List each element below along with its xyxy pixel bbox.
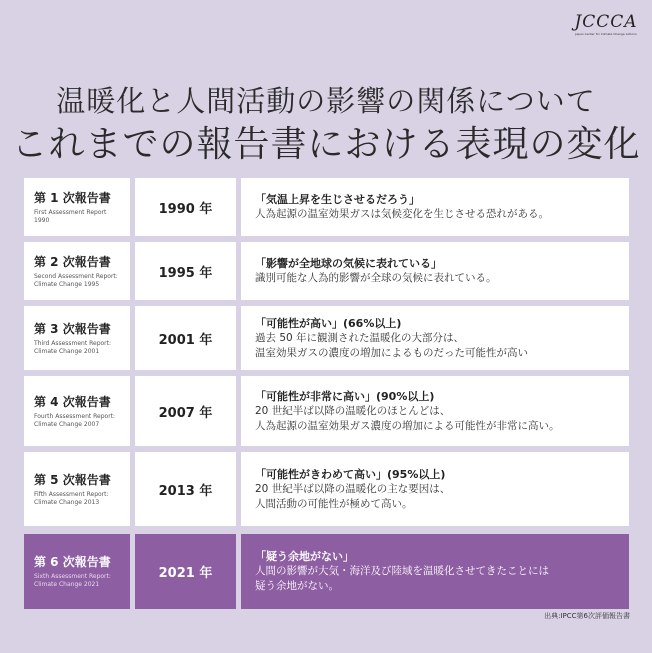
report-name: 第 4 次報告書: [34, 394, 111, 409]
year-cell: [135, 376, 236, 446]
year-cell: [135, 534, 236, 609]
report-desc-line: 20 世紀半ば以降の温暖化の主な要因は、: [255, 482, 451, 495]
title-line-1: 温暖化と人間活動の影響の関係について: [56, 84, 596, 118]
report-name: 第 2 次報告書: [34, 254, 111, 269]
report-name-en: Sixth Assessment Report: Climate Change 2021: [34, 573, 111, 588]
report-name-cell: [24, 376, 130, 446]
report-desc-line: 人間活動の可能性が極めて高い。: [255, 497, 413, 510]
report-name-en: Third Assessment Report: Climate Change 2001: [34, 339, 112, 355]
page-title: [0, 82, 652, 168]
report-row: [24, 306, 629, 370]
report-quote: 「疑う余地がない」: [255, 550, 354, 563]
description-cell: [241, 376, 629, 446]
report-name-cell: [24, 534, 130, 609]
report-row-highlight: [24, 534, 629, 609]
report-quote: 「可能性が非常に高い」(90%以上): [255, 389, 435, 403]
report-quote: 「影響が全地球の気候に表れている」: [255, 257, 442, 270]
description-cell: [241, 306, 629, 370]
title-line-2: これまでの報告書における表現の変化: [11, 124, 641, 165]
report-year: 2021 年: [158, 566, 213, 581]
report-name-cell: [24, 242, 130, 300]
report-name-en: Fourth Assessment Report: Climate Change 2007: [34, 412, 116, 428]
report-desc-line: 人為起源の温室効果ガス濃度の増加による可能性が非常に高い。: [255, 419, 560, 432]
report-name: 第 6 次報告書: [34, 555, 111, 569]
report-quote: 「気温上昇を生じさせるだろう」: [255, 193, 420, 206]
report-year: 2001 年: [158, 332, 213, 348]
report-desc-line: 識別可能な人為的影響が全球の気候に表れている。: [255, 272, 497, 284]
report-name-cell: [24, 178, 130, 236]
report-desc-line: 疑う余地がない。: [255, 580, 339, 592]
report-desc-line: 温室効果ガスの濃度の増加によるものだった可能性が高い: [255, 346, 528, 359]
report-name: 第 3 次報告書: [34, 321, 111, 336]
report-desc-line: 過去 50 年に観測された温暖化の大部分は、: [255, 331, 465, 344]
report-year: 2013 年: [158, 483, 213, 499]
description-cell: [241, 452, 629, 526]
report-quote: 「可能性が高い」(66%以上): [255, 316, 402, 330]
report-name-cell: [24, 306, 130, 370]
report-desc-line: 人為起源の温室効果ガスは気候変化を生じさせる恐れがある。: [255, 208, 549, 220]
report-row: [24, 242, 629, 300]
report-row: [24, 178, 629, 236]
description-cell: [241, 178, 629, 236]
report-row: [24, 452, 629, 526]
report-desc-line: 20 世紀半ば以降の温暖化のほとんどは、: [255, 404, 451, 417]
report-name-cell: [24, 452, 130, 526]
report-desc-line: 人間の影響が大気・海洋及び陸域を温暖化させてきたことには: [255, 565, 549, 577]
report-name-en: First Assessment Report 1990: [34, 208, 107, 224]
report-table: [24, 178, 629, 615]
report-name: 第 5 次報告書: [34, 472, 111, 487]
report-name-en: Fifth Assessment Report: Climate Change 2013: [34, 490, 109, 506]
report-quote: 「可能性がきわめて高い」(95%以上): [255, 467, 446, 481]
report-name-en: Second Assessment Report: Climate Change 1995: [34, 272, 118, 288]
report-row: [24, 376, 629, 446]
source-citation: 出典:IPCC第6次評価報告書: [544, 612, 630, 620]
report-year: 1995 年: [158, 265, 213, 281]
year-cell: [135, 306, 236, 370]
year-cell: [135, 178, 236, 236]
logo-subtitle: Japan Center for Climate Change Actions: [575, 32, 637, 36]
description-cell: [241, 242, 629, 300]
description-cell: [241, 534, 629, 609]
year-cell: [135, 242, 236, 300]
report-year: 1990 年: [158, 201, 213, 217]
logo-text: JCCCA: [574, 12, 638, 32]
report-name: 第 1 次報告書: [34, 190, 111, 205]
year-cell: [135, 452, 236, 526]
report-year: 2007 年: [158, 405, 213, 421]
jccca-logo: [574, 12, 638, 42]
